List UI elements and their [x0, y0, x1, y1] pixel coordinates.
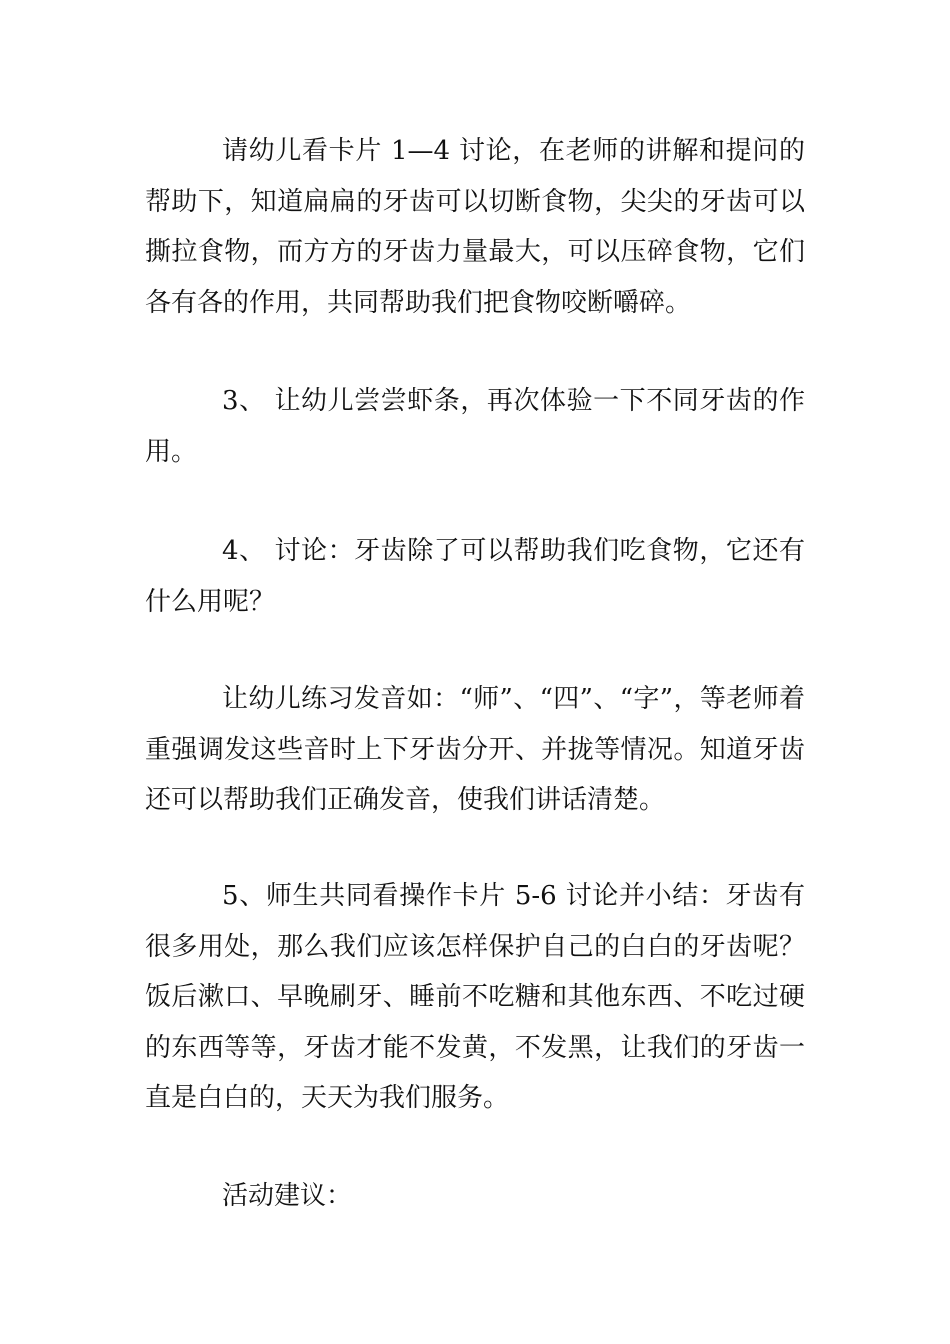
heading-activity-suggestions: 活动建议： [222, 1181, 353, 1211]
paragraph-card-discussion: 请幼儿看卡片 1—4 讨论，在老师的讲解和提问的帮助下，知道扁扁的牙齿可以切断食物，尖尖的牙齿可以撕拉食物，而方方的牙齿力量最大，可以压碎食物，它们各有各的作用，共同帮助我们把食物咬断嚼碎。 [145, 136, 805, 318]
paragraph-step-4: 4、 讨论：牙齿除了可以帮助我们吃食物，它还有什么用呢？ [145, 536, 805, 617]
paragraph-step-5: 5、师生共同看操作卡片 5-6 讨论并小结：牙齿有很多用处，那么我们应该怎样保护自己的白白的牙齿呢？饭后漱口、早晚刷牙、睡前不吃糖和其他东西、不吃过硬的东西等等，牙齿才能不发黄，不发黑，让我们的牙齿一直是白白的，天天为我们服务。 [145, 881, 805, 1113]
paragraph-step-3: 3、 让幼儿尝尝虾条，再次体验一下不同牙齿的作用。 [145, 386, 805, 467]
paragraph-pronunciation: 让幼儿练习发音如：“师”、“四”、“字”，等老师着重强调发这些音时上下牙齿分开、并拢等情况。知道牙齿还可以帮助我们正确发音，使我们讲话清楚。 [145, 684, 805, 815]
